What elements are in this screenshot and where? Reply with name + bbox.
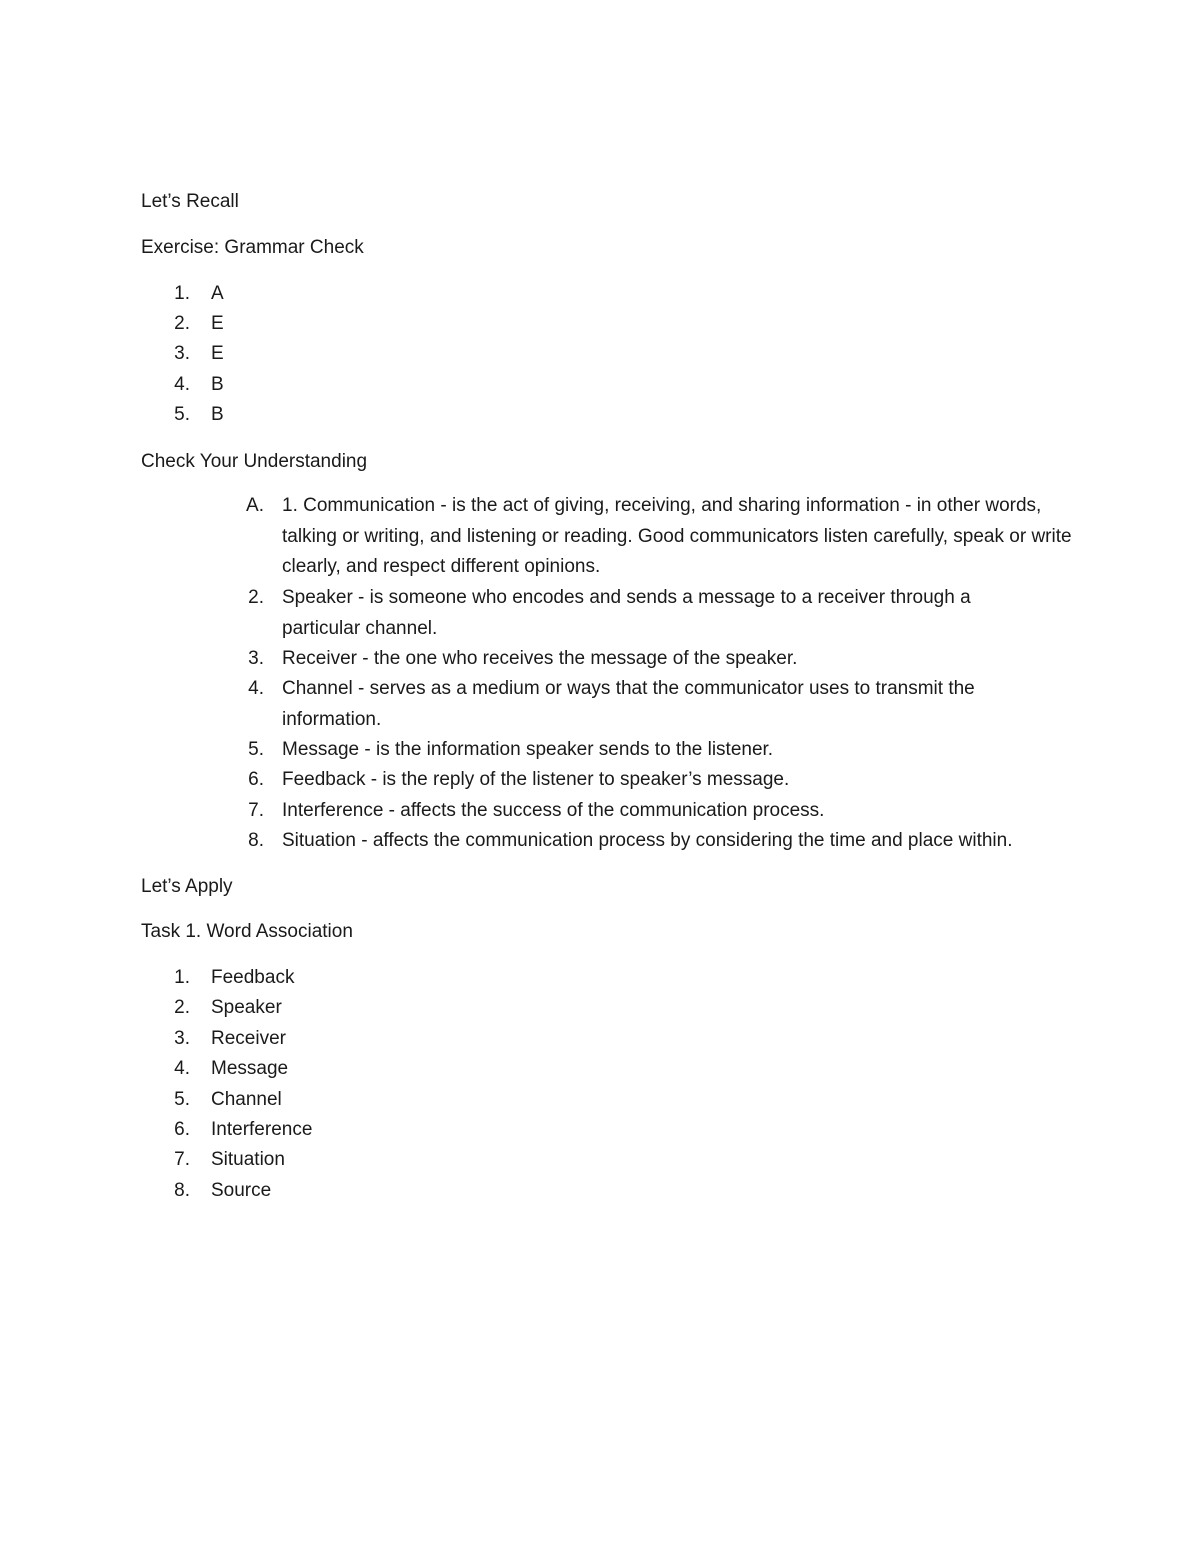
list-number: 6. bbox=[248, 769, 264, 790]
list-item: Speaker - is someone who encodes and sends a message to a receiver through a particular channel. bbox=[282, 587, 971, 639]
list-number: 8. bbox=[174, 1180, 190, 1201]
list-item: B bbox=[211, 374, 224, 395]
list-item: Channel - serves as a medium or ways that the communicator uses to transmit the information. bbox=[282, 678, 975, 730]
check-understanding-heading: Check Your Understanding bbox=[141, 451, 368, 472]
lets-apply-heading: Let’s Apply bbox=[141, 876, 233, 897]
list-item: Receiver bbox=[211, 1028, 286, 1049]
list-number: 1. bbox=[174, 283, 190, 304]
list-number: A. bbox=[246, 495, 264, 516]
list-number: 4. bbox=[248, 678, 264, 699]
list-number: 2. bbox=[174, 313, 190, 334]
list-number: 2. bbox=[174, 997, 190, 1018]
lets-recall-heading: Let’s Recall bbox=[141, 191, 239, 212]
list-number: 5. bbox=[174, 404, 190, 425]
list-item: Channel bbox=[211, 1089, 282, 1110]
list-number: 4. bbox=[174, 1058, 190, 1079]
list-item: Receiver - the one who receives the message of the speaker. bbox=[282, 648, 798, 669]
task-heading: Task 1. Word Association bbox=[141, 921, 353, 942]
list-item: Message - is the information speaker sends to the listener. bbox=[282, 739, 774, 760]
list-number: 3. bbox=[174, 1028, 190, 1049]
list-number: 6. bbox=[174, 1119, 190, 1140]
list-item: E bbox=[211, 313, 224, 334]
list-item: Situation bbox=[211, 1149, 285, 1170]
exercise-heading: Exercise: Grammar Check bbox=[141, 237, 364, 258]
list-number: 4. bbox=[174, 374, 190, 395]
list-number: 7. bbox=[248, 800, 264, 821]
list-item: Interference bbox=[211, 1119, 313, 1140]
list-number: 3. bbox=[248, 648, 264, 669]
list-item: Speaker bbox=[211, 997, 282, 1018]
list-number: 1. bbox=[174, 967, 190, 988]
list-item: E bbox=[211, 343, 224, 364]
list-number: 5. bbox=[248, 739, 264, 760]
list-item: Source bbox=[211, 1180, 272, 1201]
list-number: 3. bbox=[174, 343, 190, 364]
list-item: Feedback - is the reply of the listener to speaker’s message. bbox=[282, 769, 790, 790]
list-number: 8. bbox=[248, 830, 264, 851]
list-item: Situation - affects the communication process by considering the time and place within. bbox=[282, 830, 1013, 851]
list-number: 2. bbox=[248, 587, 264, 608]
list-item: Feedback bbox=[211, 967, 295, 988]
list-item: Interference - affects the success of the communication process. bbox=[282, 800, 825, 821]
list-item: A bbox=[211, 283, 224, 304]
list-item: B bbox=[211, 404, 224, 425]
list-item: 1. Communication - is the act of giving, receiving, and sharing information - in other words, talking or writing, and listening or reading. Good communicators listen carefully, speak or write clearly, and respect different opinions. bbox=[282, 495, 1072, 577]
list-number: 7. bbox=[174, 1149, 190, 1170]
list-number: 5. bbox=[174, 1089, 190, 1110]
list-item: Message bbox=[211, 1058, 289, 1079]
